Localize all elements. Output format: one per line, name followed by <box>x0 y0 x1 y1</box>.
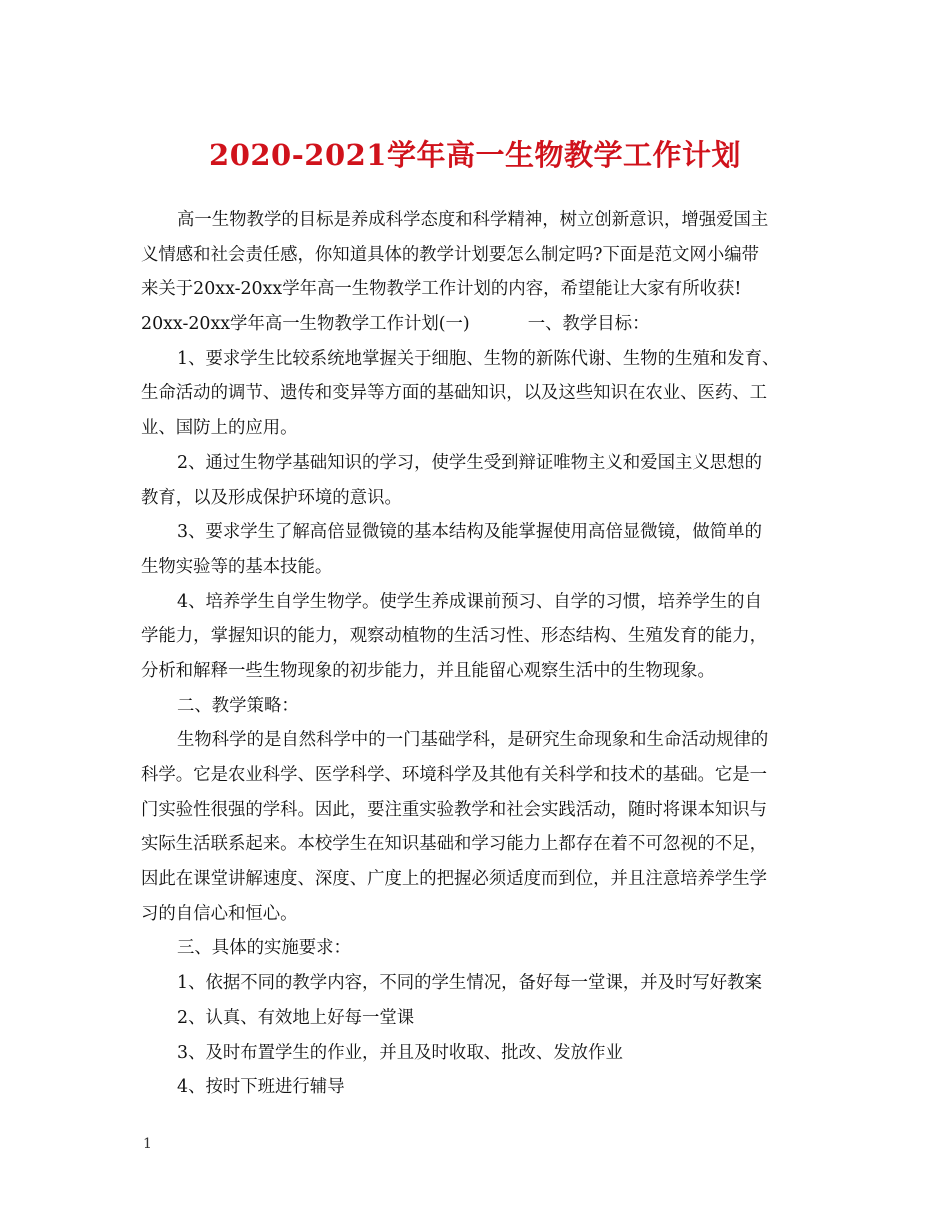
paragraph-line <box>141 758 821 793</box>
section-heading: 二、教学策略： <box>177 695 299 716</box>
list-item <box>141 1001 821 1036</box>
paragraph-line <box>141 481 821 516</box>
paragraph-line <box>141 827 821 862</box>
section-heading: 一、教学目标： <box>527 314 650 335</box>
line-text: 1、依据不同的教学内容，不同的学生情况，备好每一堂课，并及时写好教案 <box>177 973 762 994</box>
line-text: 学能力，掌握知识的能力，观察动植物的生活习性、形态结构、生殖发育的能力， <box>141 626 768 647</box>
line-text: 门实验性很强的学科。因此，要注重实验教学和社会实践活动，随时将课本知识与 <box>141 799 768 820</box>
paragraph-line <box>141 862 821 897</box>
paragraph-line <box>141 550 821 585</box>
paragraph-line <box>141 376 821 411</box>
line-text: 科学。它是农业科学、医学科学、环境科学及其他有关科学和技术的基础。它是一 <box>141 765 768 785</box>
paragraph-line <box>141 585 821 620</box>
paragraph-line <box>141 411 821 446</box>
page-number: 1 <box>143 1136 152 1152</box>
paragraph-line <box>141 238 821 273</box>
paragraph-line <box>141 272 821 307</box>
line-text: 3、要求学生了解高倍显微镜的基本结构及能掌握使用高倍显微镜，做简单的 <box>177 522 762 543</box>
paragraph-line <box>141 654 821 689</box>
list-item <box>141 966 821 1001</box>
paragraph-line <box>141 897 821 932</box>
line-text: 2、通过生物学基础知识的学习，使学生受到辩证唯物主义和爱国主义思想的 <box>177 452 762 473</box>
line-text: 分析和解释一些生物现象的初步能力，并且能留心观察生活中的生物现象。 <box>141 660 715 681</box>
paragraph-line <box>141 446 821 481</box>
line-text: 4、培养学生自学生物学。使学生养成课前预习、自学的习惯，培养学生的自 <box>177 591 762 612</box>
document-body <box>141 203 821 1105</box>
section-heading: 三、具体的实施要求： <box>177 938 351 959</box>
paragraph-line <box>141 723 821 758</box>
page-title: 2020-2021学年高一生物教学工作计划 <box>209 138 741 172</box>
paragraph-line <box>141 619 821 654</box>
line-text: 因此在课堂讲解速度、深度、广度上的把握必须适度而到位，并且注意培养学生学 <box>141 869 768 890</box>
line-text: 20xx-20xx学年高一生物教学工作计划(一) <box>141 314 470 335</box>
line-text: 教育，以及形成保护环境的意识。 <box>141 487 402 508</box>
line-text: 2、认真、有效地上好每一堂课 <box>177 1007 415 1028</box>
list-item <box>141 1036 821 1071</box>
line-text: 高一生物教学的目标是养成科学态度和科学精神，树立创新意识，增强爱国主 <box>177 210 769 230</box>
line-text: 习的自信心和恒心。 <box>141 903 298 924</box>
line-text: 4、按时下班进行辅导 <box>177 1077 345 1098</box>
line-text: 1、要求学生比较系统地掌握关于细胞、生物的新陈代谢、生物的生殖和发育、 <box>177 348 780 369</box>
list-item <box>141 1070 821 1105</box>
paragraph-line <box>141 342 821 377</box>
paragraph-line <box>141 203 821 238</box>
line-text: 来关于20xx-20xx学年高一生物教学工作计划的内容，希望能让大家有所收获! <box>141 279 742 300</box>
section-heading-line <box>141 931 821 966</box>
line-text: 生命活动的调节、遗传和变异等方面的基础知识，以及这些知识在农业、医药、工 <box>141 383 768 404</box>
line-text: 业、国防上的应用。 <box>141 418 298 439</box>
line-text: 实际生活联系起来。本校学生在知识基础和学习能力上都存在着不可忽视的不足， <box>141 834 768 855</box>
line-text: 3、及时布置学生的作业，并且及时收取、批改、发放作业 <box>177 1042 623 1063</box>
line-text: 义情感和社会责任感，你知道具体的教学计划要怎么制定吗?下面是范文网小编带 <box>141 244 759 265</box>
paragraph-line <box>141 793 821 828</box>
line-text: 生物科学的是自然科学中的一门基础学科，是研究生命现象和生命活动规律的 <box>177 730 769 751</box>
line-text: 生物实验等的基本技能。 <box>141 556 333 577</box>
paragraph-line <box>141 515 821 550</box>
section-heading-line <box>141 689 821 724</box>
paragraph-line <box>141 307 821 342</box>
